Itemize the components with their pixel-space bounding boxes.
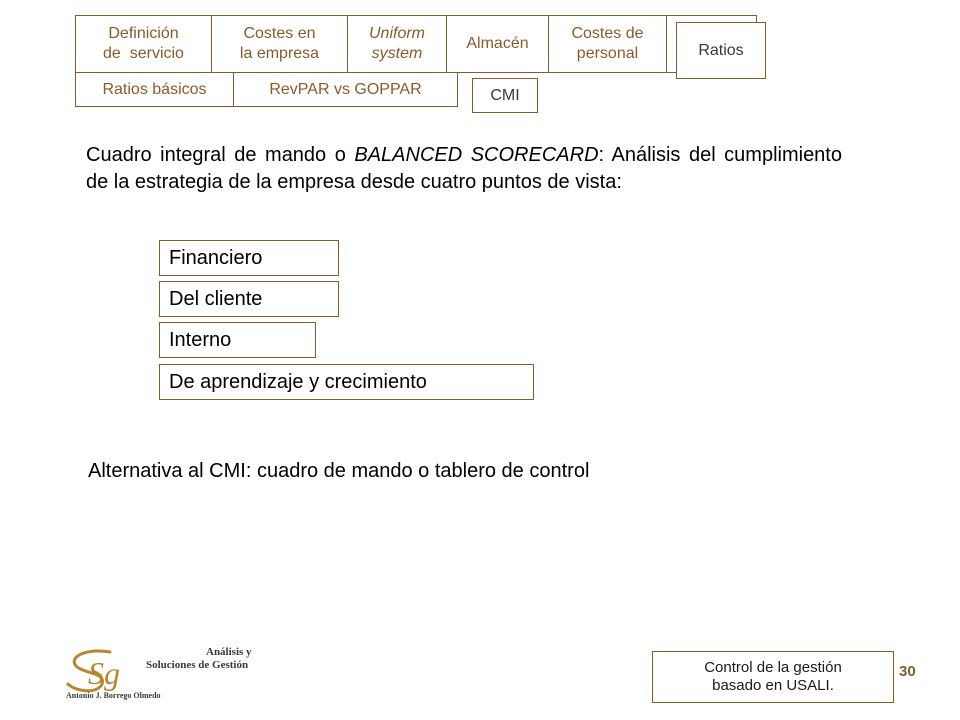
- footer-title-line2: basado en USALI.: [712, 677, 834, 694]
- intro-paragraph: [86, 142, 842, 196]
- viewpoint-financiero: [159, 240, 339, 276]
- tab-uniform-system[interactable]: [347, 15, 447, 73]
- tab-costes-personal[interactable]: [548, 15, 667, 73]
- subtab-label: Ratios básicos: [102, 80, 207, 98]
- company-name: [146, 646, 286, 672]
- tab-label-line1: Costes en: [243, 25, 316, 42]
- page-number: 30: [899, 663, 916, 680]
- intro-text-pre: Cuadro integral de mando o: [86, 144, 355, 166]
- footer-title-box: [652, 651, 894, 703]
- viewpoint-label: Financiero: [169, 246, 263, 269]
- tab-label: Ratios: [698, 41, 744, 59]
- tab-label: Almacén: [466, 35, 529, 52]
- viewpoint-label: De aprendizaje y crecimiento: [169, 370, 427, 393]
- tab-definicion-servicio[interactable]: [75, 15, 212, 73]
- alternative-text: Alternativa al CMI: cuadro de mando o tablero de control: [88, 460, 590, 482]
- subtab-label: CMI: [490, 86, 520, 104]
- viewpoint-del-cliente: [159, 281, 339, 317]
- tab-label-line2: la empresa: [239, 45, 320, 62]
- author-name: Antonio J. Borrego Olmedo: [66, 691, 161, 700]
- intro-text-post: : Análisis del cumplimiento de la estrategia de la empresa desde cuatro puntos de vista:: [86, 144, 842, 193]
- tab-label-line1: Uniform: [368, 25, 425, 42]
- company-name-line1: Análisis y: [206, 646, 252, 658]
- viewpoint-label: Del cliente: [169, 287, 263, 310]
- tab-almacen[interactable]: [446, 15, 549, 73]
- viewpoint-aprendizaje-crecimiento: [159, 364, 534, 400]
- tab-label-line2: personal: [576, 45, 639, 62]
- tab-ratios[interactable]: [676, 22, 766, 79]
- subtab-revpar-goppar[interactable]: [233, 72, 458, 107]
- tab-label-line2: de servicio: [103, 45, 184, 62]
- subtab-ratios-basicos[interactable]: [75, 72, 234, 107]
- viewpoint-interno: [159, 322, 316, 358]
- viewpoint-label: Interno: [169, 328, 232, 351]
- tab-label-line2: system: [371, 45, 423, 62]
- tab-costes-empresa[interactable]: [211, 15, 348, 73]
- tab-label-line1: Definición: [108, 25, 179, 42]
- intro-text-emphasis: BALANCED SCORECARD: [354, 144, 599, 166]
- tab-label-line1: Costes de: [571, 25, 644, 42]
- subtab-label: RevPAR vs GOPPAR: [269, 80, 422, 98]
- logo-mark: Sg: [88, 655, 120, 691]
- subtab-cmi[interactable]: [472, 78, 538, 113]
- footer-title-line1: Control de la gestión: [704, 659, 842, 676]
- company-name-line2: Soluciones de Gestión: [146, 659, 249, 671]
